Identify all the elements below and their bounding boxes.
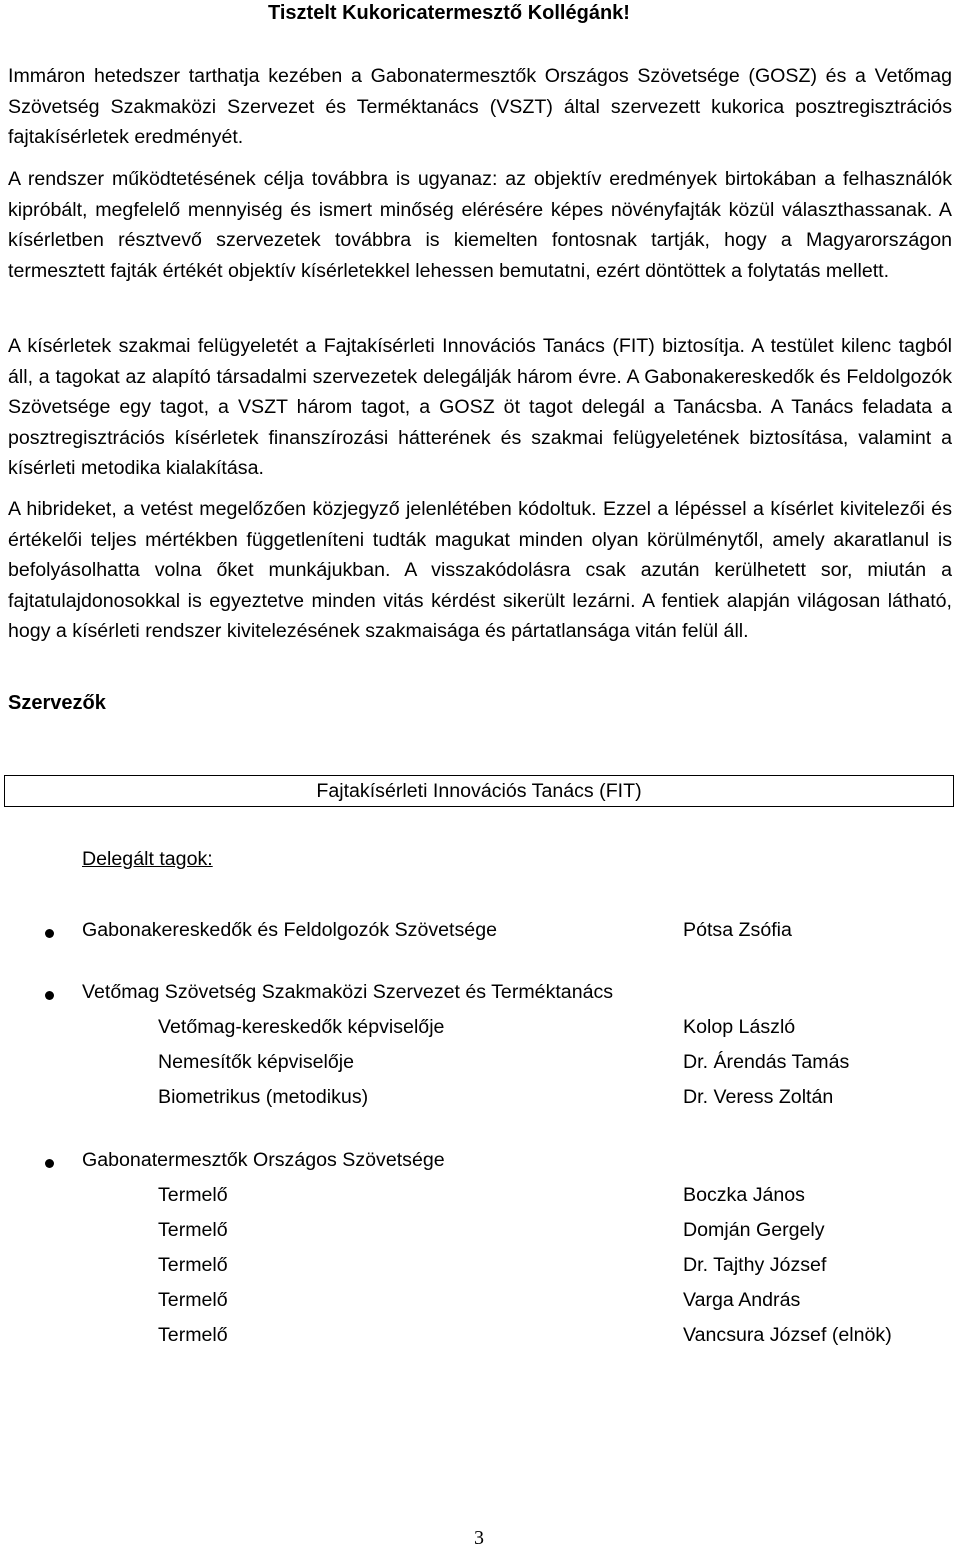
member-role: Termelő: [158, 1219, 228, 1241]
member-name: Dr. Veress Zoltán: [683, 1086, 834, 1108]
bullet-icon: [45, 929, 54, 938]
member-role: Termelő: [158, 1254, 228, 1276]
organizers-title: Szervezők: [8, 692, 106, 714]
member-role: Vetőmag-kereskedők képviselője: [158, 1016, 445, 1038]
member-role: Nemesítők képviselője: [158, 1051, 355, 1073]
bullet-icon: [45, 1159, 54, 1168]
member-name: Dr. Árendás Tamás: [683, 1051, 850, 1073]
council-box: [4, 775, 954, 807]
bullet-icon: [45, 991, 54, 1000]
member-name: Dr. Tajthy József: [683, 1254, 827, 1276]
member-name: Pótsa Zsófia: [683, 919, 792, 941]
supervision-paragraph: A kísérletek szakmai felügyeletét a Fajtakísérleti Innovációs Tanács (FIT) biztosítja. A testület kilenc tagból áll, a tagokat az alapító társadalmi szervezetek delegálják három évre. A Gabonakereskedők és Feldolgozók Szövetsége egy tagot, a VSZT három tagot, a GOSZ öt tagot delegál a Tanácsba. A Tanács feladata a posztregisztrációs kísérletek finanszírozási hátterének és szakmai felügyeletének biztosítása, valamint a kísérleti metodika kialakítása.: [8, 335, 952, 480]
member-name: Kolop László: [683, 1016, 796, 1038]
intro-paragraph: Immáron hetedszer tarthatja kezében a Gabonatermesztők Országos Szövetsége (GOSZ) és a Vetőmag Szövetség Szakmaközi Szervezet és Terméktanács (VSZT) által szervezett kukorica posztregisztrációs fajtakísérletek eredményét.: [8, 65, 952, 149]
member-name: Varga András: [683, 1289, 801, 1311]
page-number: 3: [474, 1527, 484, 1549]
org-vszt: Vetőmag Szövetség Szakmaközi Szervezet és Terméktanács: [82, 981, 614, 1003]
member-name: Boczka János: [683, 1184, 805, 1206]
council-name: Fajtakísérleti Innovációs Tanács (FIT): [316, 780, 642, 802]
delegates-label: Delegált tagok:: [82, 848, 213, 870]
org-gfsz: Gabonakereskedők és Feldolgozók Szövetsége: [82, 919, 497, 941]
coding-paragraph: A hibrideket, a vetést megelőzően közjegyző jelenlétében kódoltuk. Ezzel a lépéssel a kísérlet kivitelezői és értékelői teljes mértékben függetleníteni tudták magukat minden olyan körülménytől, amely akaratlanul is befolyásolhatta volna őket munkájukban. A visszakódolásra csak azután kerülhetett sor, miután a fajtatulajdonosokkal is egyeztetve minden vitás kérdést sikerült lezárni. A fentiek alapján világosan látható, hogy a kísérleti rendszer kivitelezésének szakmaisága és pártatlansága vitán felül áll.: [8, 498, 952, 643]
org-gosz: Gabonatermesztők Országos Szövetsége: [82, 1149, 445, 1171]
greeting-heading: Tisztelt Kukoricatermesztő Kollégánk!: [268, 2, 630, 24]
member-role: Termelő: [158, 1324, 228, 1346]
member-role: Termelő: [158, 1289, 228, 1311]
purpose-paragraph: A rendszer működtetésének célja továbbra is ugyanaz: az objektív eredmények birtokában a felhasználók kipróbált, megfelelő mennyiség és ismert minőség elérésére képes növényfajták közül választhassanak. A kísérletben résztvevő szervezetek továbbra is kiemelten fontosnak tartják, hogy a Magyarországon termesztett fajták értékét objektív kísérletekkel lehessen bemutatni, ezért döntöttek a folytatás mellett.: [8, 168, 952, 282]
member-name: Domján Gergely: [683, 1219, 825, 1241]
member-role: Termelő: [158, 1184, 228, 1206]
member-name: Vancsura József (elnök): [683, 1324, 892, 1346]
member-role: Biometrikus (metodikus): [158, 1086, 369, 1108]
